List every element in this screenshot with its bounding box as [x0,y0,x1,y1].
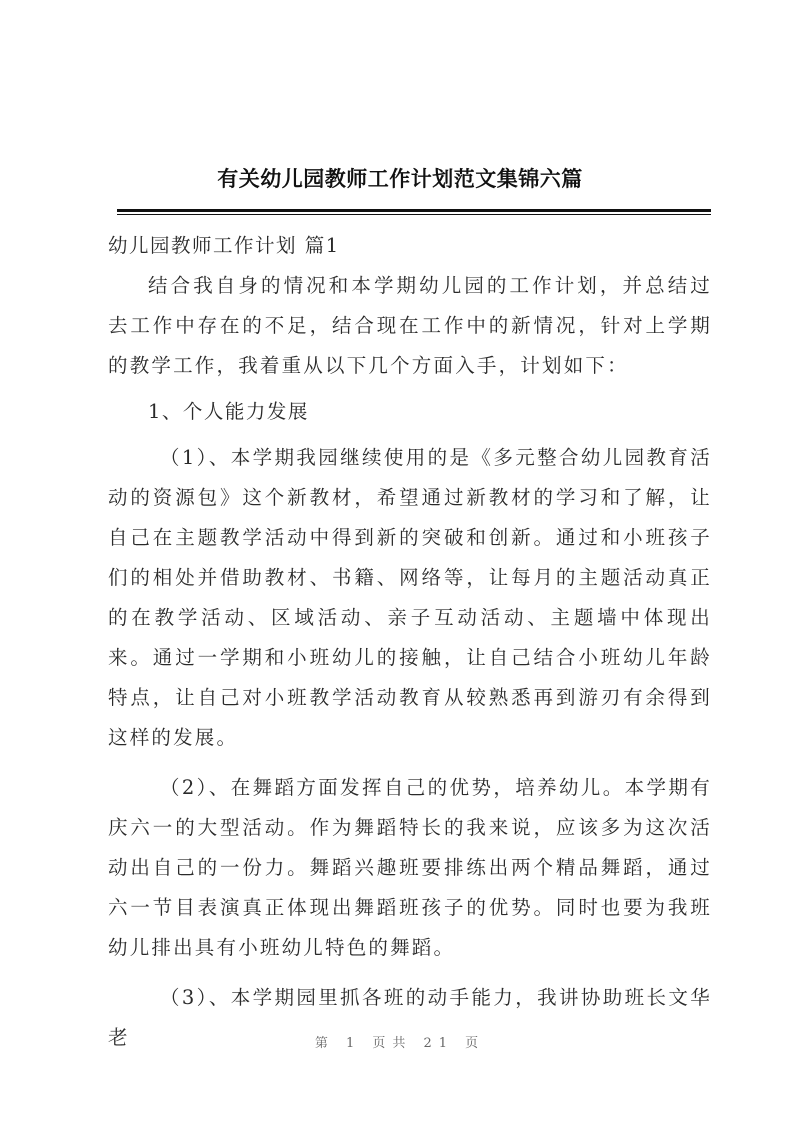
page-footer: 第 1 页共 21 页 [314,1036,486,1051]
paragraph-3: （3）、本学期园里抓各班的动手能力，我讲协助班长文华老 [108,986,712,1049]
title-divider-thick [117,209,711,212]
paragraph-1: （1）、本学期我园继续使用的是《多元整合幼儿园教育活动的资源包》这个新教材，希望通过新教材的学习和了解，让自己在主题教学活动中得到新的突破和创新。通过和小班孩子们的相处并借助教材、书籍、网络等，让每月的主题活动真正的在教学活动、区域活动、亲子互动活动、主题墙中体现出来。通过一学期和小班幼儿的接触，让自己结合小班幼儿年龄特点，让自己对小班教学活动教育从较熟悉再到游刃有余得到这样的发展。 [108,446,712,749]
paragraph-2: （2）、在舞蹈方面发挥自己的优势，培养幼儿。本学期有庆六一的大型活动。作为舞蹈特长的我来说，应该多为这次活动出自己的一份力。舞蹈兴趣班要排练出两个精品舞蹈，通过六一节目表演真正体现出舞蹈班孩子的优势。同时也要为我班幼儿排出具有小班幼儿特色的舞蹈。 [108,776,712,959]
document-title: 有关幼儿园教师工作计划范文集锦六篇 [217,166,583,191]
title-divider-thin [117,214,711,215]
item-heading: 1、个人能力发展 [148,400,309,423]
section-heading: 幼儿园教师工作计划 篇1 [108,234,340,257]
intro-paragraph: 结合我自身的情况和本学期幼儿园的工作计划，并总结过去工作中存在的不足，结合现在工作中的新情况，针对上学期的教学工作，我着重从以下几个方面入手，计划如下： [108,274,712,377]
document-body [108,226,712,1058]
